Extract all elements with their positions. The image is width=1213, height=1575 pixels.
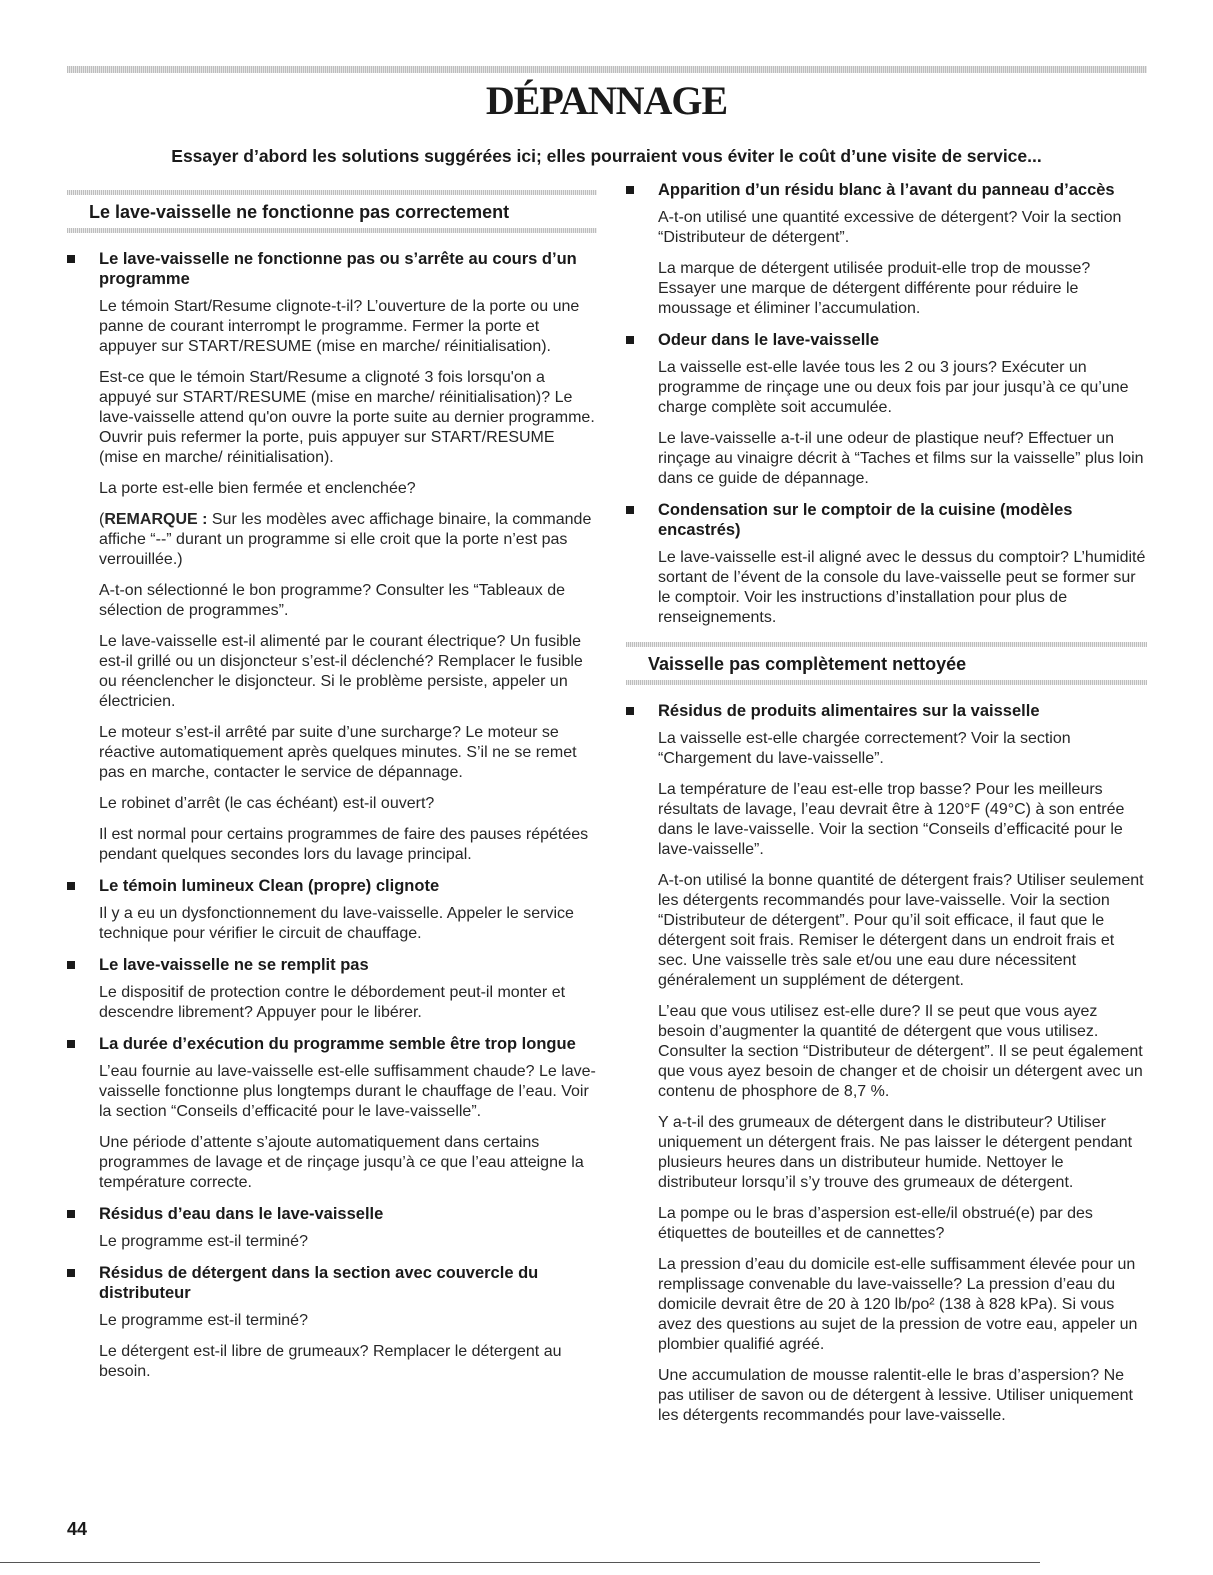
square-bullet-icon	[67, 882, 75, 890]
troubleshooting-item	[67, 1204, 597, 1252]
section-title: Le lave-vaisselle ne fonctionne pas correctement	[89, 202, 510, 222]
troubleshooting-item	[626, 500, 1147, 628]
problem-heading: Le témoin lumineux Clean (propre) clignote	[99, 877, 440, 895]
solution-paragraph: Le lave-vaisselle est-il aligné avec le dessus du comptoir? L’humidité sortant de l’évent de la console du lave-vaisselle peut se former sur le comptoir. Voir les instructions d’installation pour plus de renseignements.	[658, 549, 1146, 626]
solution-paragraph: La vaisselle est-elle chargée correctement? Voir la section “Chargement du lave-vaisselle”.	[658, 730, 1071, 767]
solution-paragraph: Il y a eu un dysfonctionnement du lave-vaisselle. Appeler le service technique pour vérifier le circuit de chauffage.	[99, 905, 574, 942]
solution-paragraph: La température de l’eau est-elle trop basse? Pour les meilleurs résultats de lavage, l’eau devrait être à 120°F (49°C) à son entrée dans le lave-vaisselle. Voir la section “Conseils d’efficacité pour le lave-vaisselle”.	[658, 781, 1125, 858]
solution-paragraph: Le programme est-il terminé?	[99, 1233, 308, 1250]
solution-paragraph: Le programme est-il terminé?	[99, 1312, 308, 1329]
square-bullet-icon	[626, 707, 634, 715]
solution-paragraph: La porte est-elle bien fermée et enclenchée?	[99, 480, 416, 497]
problem-heading: Le lave-vaisselle ne fonctionne pas ou s’arrête au cours d’un programme	[99, 250, 577, 288]
section-title: Vaisselle pas complètement nettoyée	[648, 654, 967, 674]
problem-heading: Odeur dans le lave-vaisselle	[658, 331, 880, 349]
bottom-rule	[0, 1562, 1040, 1563]
remarque-text: Sur les modèles avec affichage binaire, la commande affiche “--” durant un programme si elle croit que la porte n’est pas verrouillée.)	[99, 511, 592, 568]
solution-paragraph: Il est normal pour certains programmes de faire des pauses répétées pendant quelques secondes lors du lavage principal.	[99, 826, 589, 863]
troubleshooting-item	[67, 249, 597, 865]
solution-paragraph: La pression d’eau du domicile est-elle suffisamment élevée pour un remplissage convenable du lave-vaisselle? La pression d’eau du domicile devrait être de 20 à 120 lb/po² (138 à 828 kPa). Si vous avez des questions au sujet de la pression de votre eau, appeler un plombier qualifié agréé.	[658, 1256, 1138, 1353]
solution-paragraph: A-t-on sélectionné le bon programme? Consulter les “Tableaux de sélection de programmes”.	[99, 582, 566, 619]
problem-heading: Résidus d’eau dans le lave-vaisselle	[99, 1205, 384, 1223]
square-bullet-icon	[67, 961, 75, 969]
troubleshooting-item	[67, 1263, 597, 1382]
solution-paragraph: La vaisselle est-elle lavée tous les 2 ou 3 jours? Exécuter un programme de rinçage une ou deux fois par jour jusqu’à ce qu’une charge complète soit accumulée.	[658, 359, 1129, 416]
right-items-top	[626, 180, 1147, 628]
troubleshooting-item	[67, 1034, 597, 1193]
solution-paragraph: Le moteur s’est-il arrêté par suite d’une surcharge? Le moteur se réactive automatiquement après quelques minutes. S’il ne se remet pas en marche, contacter le service de dépannage.	[99, 724, 577, 781]
troubleshooting-item	[67, 876, 597, 944]
solution-paragraph: L’eau que vous utilisez est-elle dure? Il se peut que vous ayez besoin d’augmenter la quantité de détergent que vous utilisez. Consulter la section “Distributeur de détergent”. Il se peut également que vous ayez besoin de changer et de choisir un détergent avec un contenu de phosphore de 8,7 %.	[658, 1003, 1143, 1100]
solution-paragraph: Le témoin Start/Resume clignote-t-il? L’ouverture de la porte ou une panne de courant interrompt le programme. Fermer la porte et appuyer sur START/RESUME (mise en marche/ réinitialisation).	[99, 298, 580, 355]
troubleshooting-item	[67, 955, 597, 1023]
square-bullet-icon	[67, 1040, 75, 1048]
solution-paragraph: L’eau fournie au lave-vaisselle est-elle suffisamment chaude? Le lave-vaisselle fonctionne plus longtemps durant le chauffage de l’eau. Voir la section “Conseils d’efficacité pour le lave-vaisselle”.	[99, 1063, 596, 1120]
problem-heading: Condensation sur le comptoir de la cuisine (modèles encastrés)	[658, 501, 1073, 539]
page-subtitle: Essayer d’abord les solutions suggérées ici; elles pourraient vous éviter le coût d’une visite de service...	[171, 146, 1042, 166]
problem-heading: Résidus de détergent dans la section avec couvercle du distributeur	[99, 1264, 539, 1302]
solution-paragraph: Une accumulation de mousse ralentit-elle le bras d’aspersion? Ne pas utiliser de savon ou de détergent à lessive. Utiliser uniquement les détergents recommandés pour lave-vaisselle.	[658, 1367, 1133, 1424]
problem-heading: Le lave-vaisselle ne se remplit pas	[99, 956, 369, 974]
remarque-label: REMARQUE :	[104, 511, 208, 528]
solution-paragraph: Une période d’attente s’ajoute automatiquement dans certains programmes de lavage et de rinçage jusqu’à ce que l’eau atteigne la température correcte.	[99, 1134, 584, 1191]
troubleshooting-item	[626, 330, 1147, 489]
square-bullet-icon	[67, 1210, 75, 1218]
solution-paragraph: Le dispositif de protection contre le débordement peut-il monter et descendre librement? Appuyer pour le libérer.	[99, 984, 566, 1021]
solution-paragraph: Le détergent est-il libre de grumeaux? Remplacer le détergent au besoin.	[99, 1343, 562, 1380]
right-column	[626, 180, 1147, 1437]
left-column	[67, 186, 597, 1393]
section-rule-bottom	[67, 228, 597, 233]
square-bullet-icon	[626, 336, 634, 344]
page-number: 44	[67, 1519, 88, 1539]
section-header	[67, 190, 597, 233]
square-bullet-icon	[67, 1269, 75, 1277]
section-rule-bottom	[626, 680, 1147, 685]
troubleshooting-item	[626, 701, 1147, 1426]
top-dotted-rule	[67, 66, 1147, 73]
problem-heading: Résidus de produits alimentaires sur la vaisselle	[658, 702, 1040, 720]
square-bullet-icon	[67, 255, 75, 263]
square-bullet-icon	[626, 506, 634, 514]
solution-paragraph: Le lave-vaisselle a-t-il une odeur de plastique neuf? Effectuer un rinçage au vinaigre décrit à “Taches et films sur la vaisselle” plus loin dans ce guide de dépannage.	[658, 430, 1144, 487]
remarque-note: (REMARQUE : Sur les modèles avec affichage binaire, la commande affiche “--” durant un programme si elle croit que la porte n’est pas verrouillée.)	[99, 511, 592, 568]
solution-paragraph: La marque de détergent utilisée produit-elle trop de mousse? Essayer une marque de détergent différente pour réduire le moussage et éliminer l’accumulation.	[658, 260, 1091, 317]
square-bullet-icon	[626, 186, 634, 194]
troubleshooting-item	[626, 180, 1147, 319]
left-items	[67, 249, 597, 1382]
section-header	[626, 642, 1147, 685]
solution-paragraph: Y a-t-il des grumeaux de détergent dans le distributeur? Utiliser uniquement un détergent frais. Ne pas laisser le détergent pendant plusieurs heures dans un distributeur humide. Nettoyer le distributeur lorsqu’il s’y trouve des grumeaux de détergent.	[658, 1114, 1133, 1191]
solution-paragraph: La pompe ou le bras d’aspersion est-elle/il obstrué(e) par des étiquettes de bouteilles et de cannettes?	[658, 1205, 1093, 1242]
solution-paragraph: Le robinet d’arrêt (le cas échéant) est-il ouvert?	[99, 795, 435, 812]
problem-heading: Apparition d’un résidu blanc à l’avant du panneau d’accès	[658, 181, 1115, 199]
problem-heading: La durée d’exécution du programme semble être trop longue	[99, 1035, 576, 1053]
solution-paragraph: A-t-on utilisé la bonne quantité de détergent frais? Utiliser seulement les détergents recommandés pour lave-vaisselle. Voir la section “Distributeur de détergent”. Pour qu’il soit efficace, il faut que le détergent soit frais. Remiser le détergent dans un endroit frais et sec. Une vaisselle très sale et/ou une eau dure nécessitent généralement un supplément de détergent.	[658, 872, 1144, 989]
page-title: DÉPANNAGE	[485, 78, 728, 123]
solution-paragraph: A-t-on utilisé une quantité excessive de détergent? Voir la section “Distributeur de détergent”.	[658, 209, 1122, 246]
solution-paragraph: Le lave-vaisselle est-il alimenté par le courant électrique? Un fusible est-il grillé ou un disjoncteur s’est-il déclenché? Remplacer le fusible ou réenclencher le disjoncteur. Si le problème persiste, appeler un électricien.	[99, 633, 583, 710]
right-items-bottom	[626, 701, 1147, 1426]
solution-paragraph: Est-ce que le témoin Start/Resume a clignoté 3 fois lorsqu'on a appuyé sur START/RESUME (mise en marche/ réinitialisation)? Le lave-vaisselle attend qu'on ouvre la porte suite au dernier programme. Ouvrir puis refermer la porte, puis appuyer sur START/RESUME (mise en marche/ réinitialisation).	[99, 369, 595, 466]
